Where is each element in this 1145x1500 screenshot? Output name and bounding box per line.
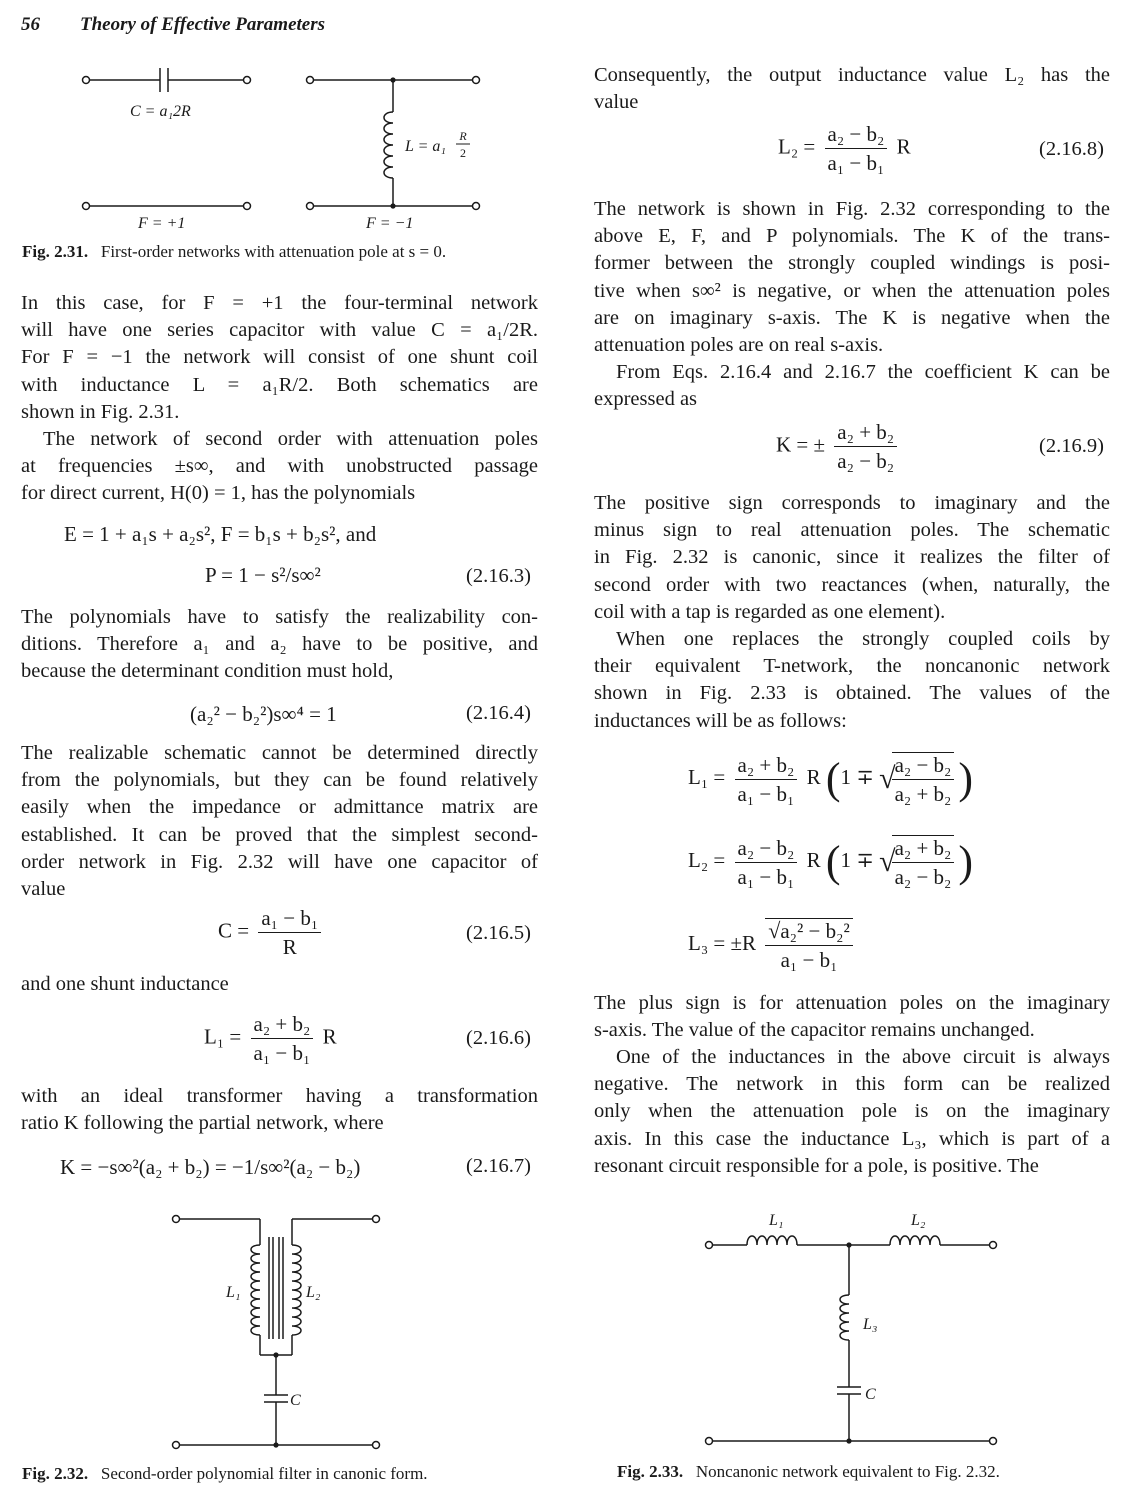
text-line: former between the strongly coupled windings is posi- bbox=[594, 252, 1110, 275]
eq-root-content: a₂² − b₂² bbox=[780, 919, 850, 943]
right-paragraph-3 bbox=[594, 359, 1110, 413]
eq-denominator: a₁ − b₁ bbox=[737, 781, 795, 806]
fig232-c-label: C bbox=[290, 1392, 301, 1409]
text-line: will have one series capacitor with value C = a₁/2R. bbox=[21, 319, 538, 342]
eq-numerator: a₂ + b₂ bbox=[251, 1012, 314, 1039]
fig231-l-frac-den: 2 bbox=[460, 146, 466, 160]
fig232-caption-text: Second-order polynomial filter in canonic form. bbox=[100, 1464, 428, 1483]
text-line: negative. The network in this form can be realized bbox=[594, 1073, 1110, 1096]
text-line: second order with two reactances (when, naturally, the bbox=[594, 573, 1110, 596]
text-line: The realizable schematic cannot be determined directly bbox=[21, 742, 538, 764]
text-line: minus sign to real attenuation poles. The schematic bbox=[594, 519, 1110, 542]
equation-2-16-7: K = −s∞²(a₂ + b₂) = −1/s∞²(a₂ − b₂) bbox=[60, 1155, 361, 1179]
left-paragraph-6 bbox=[21, 1083, 538, 1137]
eq-denominator: a₁ − b₁ bbox=[827, 151, 885, 175]
text-line: established. It can be proved that the simplest second- bbox=[21, 823, 538, 846]
fig233-caption-text: Noncanonic network equivalent to Fig. 2.32. bbox=[695, 1462, 1000, 1481]
equation-number-2-16-4: (2.16.4) bbox=[466, 702, 531, 724]
figure-2-31 bbox=[70, 60, 510, 240]
text-line: expressed as bbox=[594, 388, 698, 411]
eq-lhs: L₁ = bbox=[688, 764, 726, 789]
text-line: shown in Fig. 2.31. bbox=[21, 400, 180, 423]
fig232-l1-label: L₁ bbox=[226, 1284, 241, 1301]
text-line: value bbox=[21, 878, 66, 901]
text-line: attenuation poles are on real s-axis. bbox=[594, 334, 884, 357]
running-title: Theory of Effective Parameters bbox=[80, 14, 325, 35]
eq-lhs: K = ± bbox=[776, 432, 826, 457]
eq-op: 1 ∓ bbox=[840, 764, 874, 789]
equation-number-2-16-6: (2.16.6) bbox=[466, 1027, 531, 1049]
eq-lhs: L₂ = bbox=[688, 847, 726, 872]
fig233-l1-label: L₁ bbox=[769, 1212, 784, 1229]
right-paragraph-1 bbox=[594, 62, 1110, 116]
eq-lhs: L₁ = bbox=[204, 1024, 242, 1049]
text-line: The polynomials have to satisfy the realizability con- bbox=[21, 606, 538, 628]
text-line: value bbox=[594, 91, 639, 114]
left-paragraph-5 bbox=[21, 971, 538, 998]
eq-numerator: a₁ − b₁ bbox=[258, 906, 321, 933]
text-line: The network of second order with attenuation poles bbox=[43, 428, 538, 450]
text-line: in Fig. 2.32 is canonic, since it realizes the filter of bbox=[594, 546, 1110, 569]
equation-number-2-16-3: (2.16.3) bbox=[466, 565, 531, 587]
fig231-f2-label: F = −1 bbox=[366, 215, 414, 232]
right-paragraph-7 bbox=[594, 1044, 1110, 1180]
text-line: shown in Fig. 2.33 is obtained. The values of the bbox=[594, 682, 1110, 705]
equation-number-2-16-5: (2.16.5) bbox=[466, 922, 531, 944]
fig233-l2-label: L₂ bbox=[911, 1212, 926, 1229]
text-line: at frequencies ±s∞, and with unobstructed passage bbox=[21, 455, 538, 478]
equation-number-2-16-7: (2.16.7) bbox=[466, 1155, 531, 1177]
text-line: because the determinant condition must hold, bbox=[21, 660, 394, 683]
eq-root-denominator: a₂ + b₂ bbox=[894, 782, 952, 806]
fig233-caption-label: Fig. 2.33. bbox=[617, 1462, 684, 1481]
equation-l2: L₂ = $\frac{\text{a₂ − b₂}}{\text{a₁ − b₁}}$ R (1 ∓ √ $\frac{\text{a₂ + b₂}}{\text{a₂ − b₂}}$ ) bbox=[688, 835, 974, 889]
left-paragraph-1 bbox=[21, 290, 538, 426]
text-line: One of the inductances in the above circuit is always bbox=[616, 1046, 1110, 1068]
text-line: axis. In this case the inductance L₃, which is part of a bbox=[594, 1127, 1110, 1150]
figure-2-33 bbox=[695, 1205, 1005, 1457]
equation-2-16-3-line1: E = 1 + a₁s + a₂s², F = b₁s + b₂s², and bbox=[64, 522, 377, 546]
equation-2-16-8 bbox=[778, 122, 911, 175]
eq-mid: R bbox=[806, 847, 821, 872]
eq-op: 1 ∓ bbox=[840, 847, 874, 872]
fig233-l3-label: L₃ bbox=[863, 1316, 878, 1333]
equation-number-2-16-9: (2.16.9) bbox=[1039, 435, 1104, 457]
figure-2-32 bbox=[160, 1205, 400, 1457]
text-line: easily when the impedance or admittance matrix are bbox=[21, 796, 538, 819]
text-line: For F = −1 the network will consist of one shunt coil bbox=[21, 346, 538, 369]
text-line: their equivalent T-network, the noncanonic network bbox=[594, 655, 1110, 678]
equation-l1: L₁ = $\frac{\text{a₂ + b₂}}{\text{a₁ − b₁}}$ R (1 ∓ √ $\frac{\text{a₂ − b₂}}{\text{a₂ + b₂}}$ ) bbox=[688, 752, 974, 806]
eq-rhs: R bbox=[322, 1024, 337, 1049]
fig232-caption bbox=[22, 1464, 428, 1484]
eq-lhs: L₂ = bbox=[778, 134, 816, 159]
left-paragraph-2 bbox=[21, 426, 538, 508]
text-line: tive when s∞² is negative, or when the attenuation poles bbox=[594, 279, 1110, 302]
equation-l3 bbox=[688, 918, 857, 972]
text-line: order network in Fig. 2.32 will have one capacitor of bbox=[21, 850, 538, 873]
text-line: and one shunt inductance bbox=[21, 973, 229, 995]
equation-2-16-9 bbox=[776, 420, 901, 473]
eq-lhs: C = bbox=[218, 918, 250, 943]
eq-numerator: √a₂² − b₂² bbox=[765, 918, 852, 946]
eq-numerator: a₂ + b₂ bbox=[735, 753, 798, 780]
eq-numerator: a₂ − b₂ bbox=[735, 836, 798, 863]
text-line: only when the attenuation pole is on the imaginary bbox=[594, 1100, 1110, 1123]
equation-number-2-16-8: (2.16.8) bbox=[1039, 138, 1104, 160]
text-line: Consequently, the output inductance value L₂ has the bbox=[594, 64, 1110, 86]
text-line: inductances will be as follows: bbox=[594, 709, 847, 732]
eq-denominator: a₁ − b₁ bbox=[780, 948, 838, 972]
eq-numerator: a₂ + b₂ bbox=[834, 420, 897, 447]
equation-2-16-6 bbox=[204, 1012, 337, 1065]
fig233-caption bbox=[617, 1462, 1000, 1482]
left-paragraph-4 bbox=[21, 740, 538, 903]
text-line: with an ideal transformer having a transformation bbox=[21, 1085, 538, 1107]
eq-denominator: a₁ − b₁ bbox=[253, 1041, 311, 1065]
text-line: are on imaginary s-axis. The K is negative when the bbox=[594, 306, 1110, 329]
fig231-caption-text: First-order networks with attenuation pole at s = 0. bbox=[100, 242, 447, 261]
text-line: The network is shown in Fig. 2.32 corresponding to the bbox=[594, 198, 1110, 220]
fig231-l-label: L = a₁ bbox=[405, 138, 446, 155]
text-line: above E, F, and P polynomials. The K of the trans- bbox=[594, 225, 1110, 248]
eq-root-numerator: a₂ + b₂ bbox=[892, 836, 955, 863]
text-line: ratio K following the partial network, where bbox=[21, 1112, 384, 1135]
eq-denominator: R bbox=[282, 935, 297, 959]
text-line: resonant circuit responsible for a pole, is positive. The bbox=[594, 1154, 1039, 1177]
eq-mid: R bbox=[806, 764, 821, 789]
right-paragraph-6 bbox=[594, 990, 1110, 1044]
text-line: with inductance L = a₁R/2. Both schematics are bbox=[21, 373, 538, 396]
right-paragraph-5 bbox=[594, 626, 1110, 735]
left-paragraph-3 bbox=[21, 604, 538, 686]
eq-root-numerator: a₂ − b₂ bbox=[892, 753, 955, 780]
eq-denominator: a₁ − b₁ bbox=[737, 864, 795, 889]
text-line: The plus sign is for attenuation poles on the imaginary bbox=[594, 992, 1110, 1014]
fig231-c-label: C = a₁2R bbox=[130, 103, 191, 120]
text-line: s-axis. The value of the capacitor remains unchanged. bbox=[594, 1019, 1035, 1042]
fig232-caption-label: Fig. 2.32. bbox=[22, 1464, 89, 1483]
right-paragraph-2 bbox=[594, 196, 1110, 359]
right-paragraph-4 bbox=[594, 490, 1110, 626]
fig231-caption bbox=[22, 242, 446, 262]
fig231-f1-label: F = +1 bbox=[138, 215, 186, 232]
fig231-caption-label: Fig. 2.31. bbox=[22, 242, 89, 261]
fig233-c-label: C bbox=[865, 1386, 876, 1403]
text-line: coil with a tap is regarded as one element). bbox=[594, 600, 946, 623]
eq-root-denominator: a₂ − b₂ bbox=[894, 865, 952, 889]
text-line: ditions. Therefore a₁ and a₂ have to be positive, and bbox=[21, 633, 538, 656]
eq-denominator: a₂ − b₂ bbox=[837, 449, 895, 473]
text-line: for direct current, H(0) = 1, has the polynomials bbox=[21, 482, 416, 505]
eq-rhs: R bbox=[896, 134, 911, 159]
eq-lhs: L₃ = ±R bbox=[688, 930, 757, 955]
text-line: From Eqs. 2.16.4 and 2.16.7 the coefficient K can be bbox=[616, 361, 1110, 383]
eq-numerator: a₂ − b₂ bbox=[825, 122, 888, 149]
equation-2-16-3-line2: P = 1 − s²/s∞² bbox=[205, 563, 321, 587]
fig232-l2-label: L₂ bbox=[306, 1284, 321, 1301]
page-number: 56 bbox=[21, 14, 40, 35]
text-line: The positive sign corresponds to imaginary and the bbox=[594, 492, 1110, 514]
text-line: from the polynomials, but they can be found relatively bbox=[21, 769, 538, 792]
equation-2-16-5 bbox=[218, 906, 325, 959]
fig231-l-frac-num: R bbox=[459, 129, 467, 143]
text-line: When one replaces the strongly coupled coils by bbox=[616, 628, 1110, 650]
equation-2-16-4: (a₂² − b₂²)s∞⁴ = 1 bbox=[190, 702, 337, 726]
text-line: In this case, for F = +1 the four-terminal network bbox=[21, 292, 538, 314]
